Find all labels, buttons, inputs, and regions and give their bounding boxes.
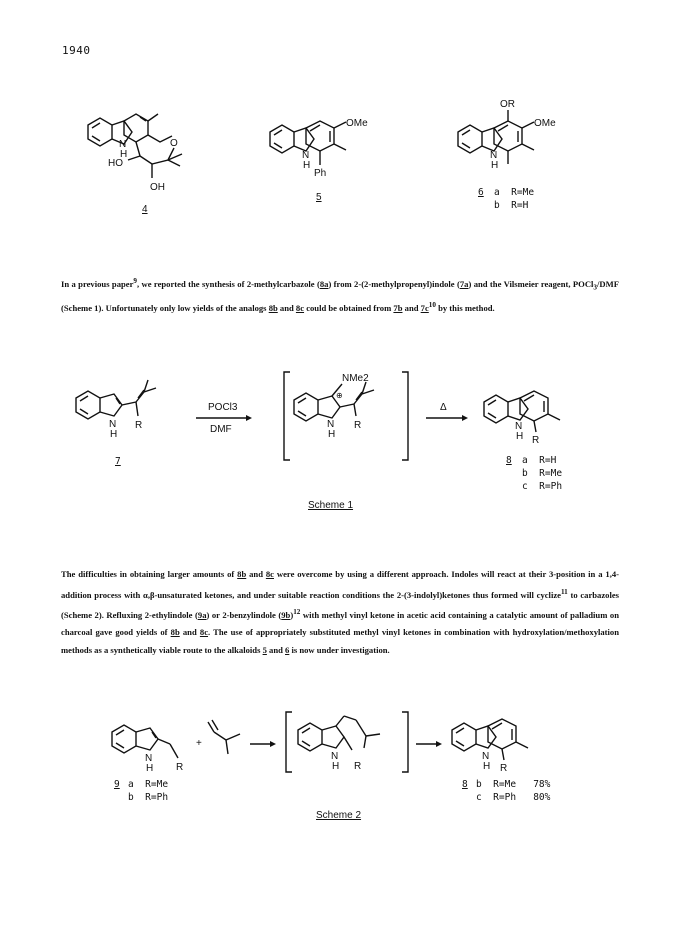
s1-plus: ⊕	[336, 391, 343, 400]
c6-n: N	[490, 150, 498, 161]
c4-ho: HO	[108, 158, 123, 169]
c6-ome: OMe	[534, 118, 556, 129]
s2-prod-n: N	[482, 751, 490, 762]
c6-variant-b: b R=H	[494, 200, 529, 211]
c5-ome: OMe	[346, 118, 368, 129]
c4-o: O	[170, 138, 178, 149]
s1-start-label: 7	[115, 456, 121, 467]
c4-oh: OH	[150, 182, 165, 193]
c5-h: H	[303, 160, 311, 171]
s1-product-label: 8	[506, 455, 512, 466]
s2-prod-r: R	[500, 763, 508, 774]
s1-prod-r: R	[532, 435, 540, 446]
s1-variant-b: b R=Me	[522, 468, 563, 479]
s2-start-h: H	[146, 763, 154, 774]
s1-variant-a: a R=H	[522, 455, 557, 466]
s1-reagent-bottom: DMF	[210, 424, 232, 435]
s1-heat: Δ	[440, 402, 447, 413]
c6-label: 6	[478, 187, 484, 198]
s1-int-h: H	[328, 429, 336, 440]
s2-product-variant-c: c R=Ph 80%	[476, 792, 551, 803]
s2-int-h: H	[332, 761, 340, 772]
s1-int-n: N	[327, 419, 335, 430]
c6-or: OR	[500, 99, 515, 110]
scheme-2-caption: Scheme 2	[316, 810, 362, 821]
s2-int-n: N	[331, 751, 339, 762]
s1-prod-n: N	[515, 421, 523, 432]
c5-ph: Ph	[314, 168, 327, 179]
s1-start-h: H	[110, 429, 118, 440]
s2-start-variant-b: b R=Ph	[128, 792, 169, 803]
s2-start-n: N	[145, 753, 153, 764]
c6-h: H	[491, 160, 499, 171]
s2-start-r: R	[176, 762, 184, 773]
c4-label: 4	[142, 204, 148, 215]
s1-int-r: R	[354, 420, 362, 431]
page-number: 1940	[62, 44, 91, 57]
c5-n: N	[302, 150, 310, 161]
s2-prod-h: H	[483, 761, 491, 772]
c5-label: 5	[316, 192, 322, 203]
s2-int-r: R	[354, 761, 362, 772]
paragraph-1: In a previous paper$^9$, we reported the synthesis of 2-methylcarbazole (8a) from 2-(2-methylpropenyl)indole (7a) and the Vilsmeier reagent, POCl$_3$/DMF (Scheme 1). Unfortunately only low yields of the analogs 8b and 8c could be obtained from 7b and $7c^{10}$ by this method.	[61, 277, 619, 313]
s2-plus: +	[196, 738, 202, 749]
s1-start-r: R	[135, 420, 143, 431]
s1-variant-c: c R=Ph	[522, 481, 563, 492]
c4-n: N	[119, 139, 127, 150]
s2-start-label: 9	[114, 779, 120, 790]
s1-nme2: NMe2	[342, 373, 369, 384]
paragraph-2: The difficulties in obtaining larger amounts of 8b and 8c were overcome by using a different approach. Indoles will react at their 3-position in a 1,4-addition process with α,β-unsaturated ketones, and under suitable reaction conditions the 2-(3-indolyl)ketones thus formed will cyclize$^{11}$ to carbazoles (Scheme 2). Refluxing 2-ethylindole (9a) or 2-benzylindole $(9b)^{12}$ with methyl vinyl ketone in acetic acid containing a catalytic amount of palladium on charcoal gave good yields of 8b and 8c. The use of appropriately substituted methyl vinyl ketones in combination with hydroxylation/methoxylation methods as a synthetically viable route to the alkaloids 5 and 6 is now under investigation.	[61, 569, 620, 655]
s1-prod-h: H	[516, 431, 524, 442]
scheme-1-caption: Scheme 1	[308, 500, 354, 511]
c6-variant-a: a R=Me	[494, 187, 535, 198]
s1-start-n: N	[109, 419, 117, 430]
s2-start-variant-a: a R=Me	[128, 779, 169, 790]
c4-h: H	[120, 149, 128, 160]
s2-product-variant-b: b R=Me 78%	[476, 779, 551, 790]
s2-product-label: 8	[462, 779, 468, 790]
s1-reagent-top: POCl3	[208, 402, 238, 413]
